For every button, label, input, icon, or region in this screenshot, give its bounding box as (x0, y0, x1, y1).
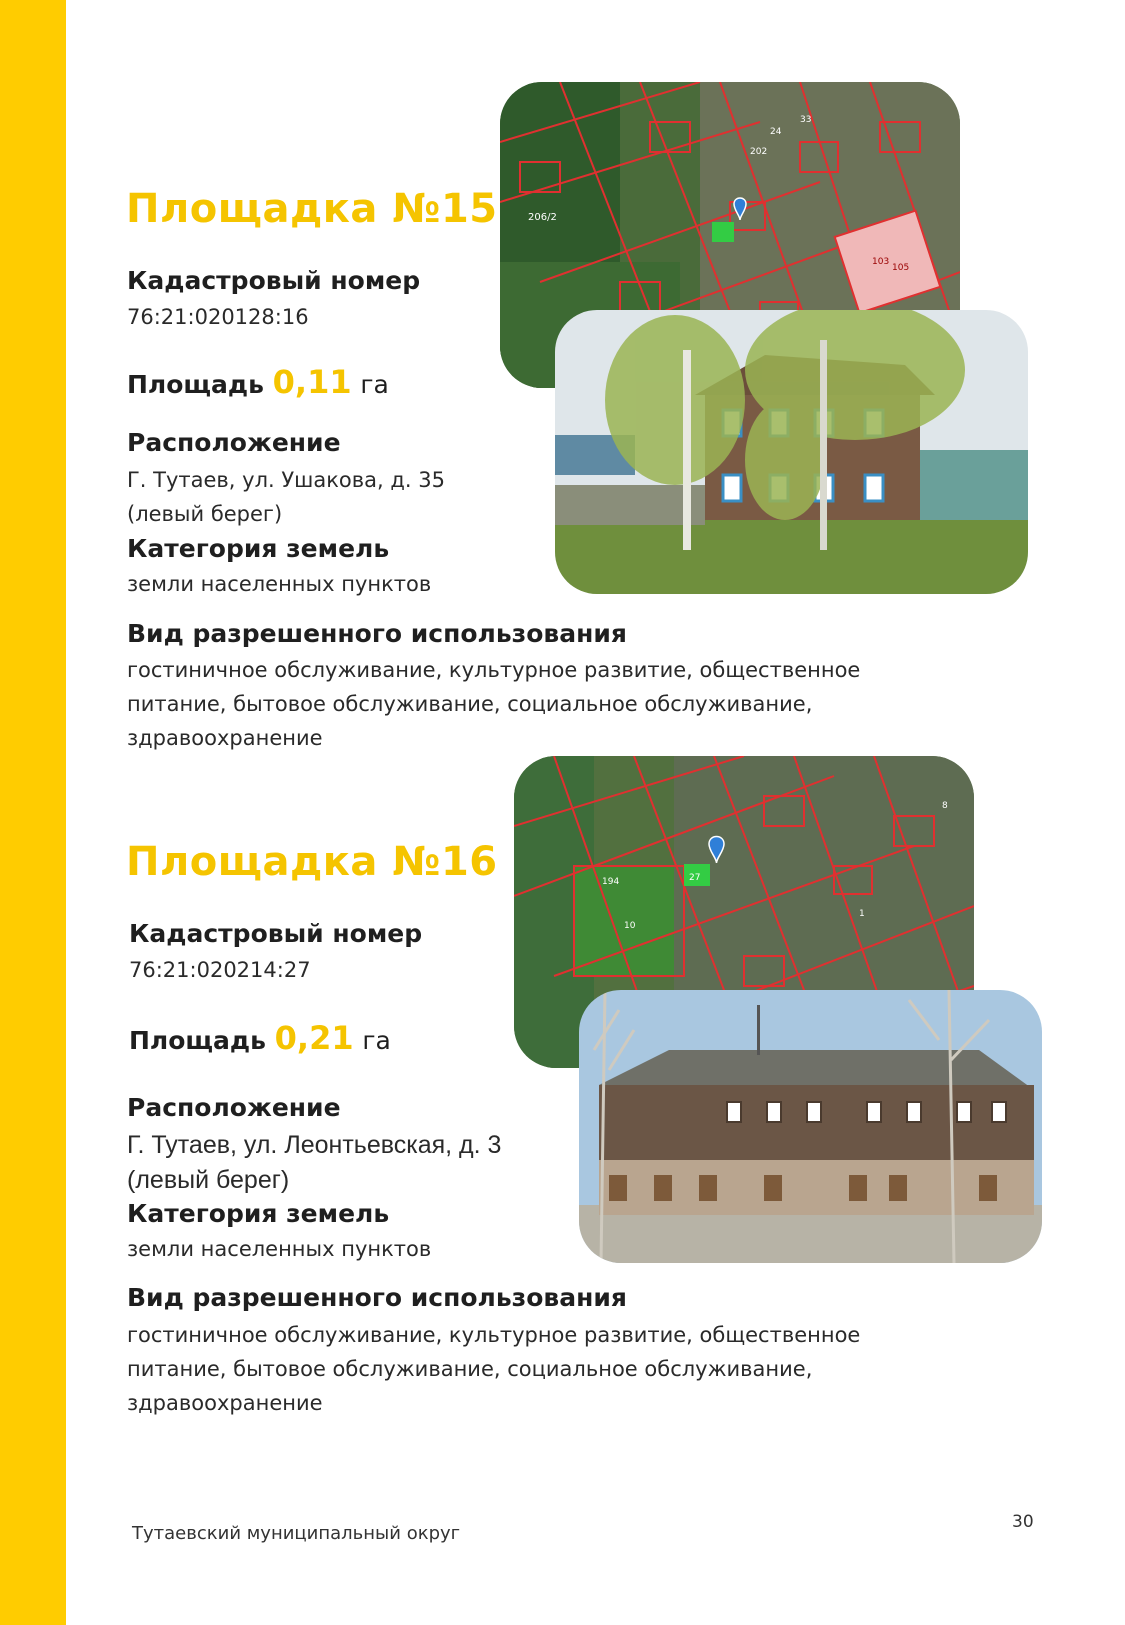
site-16-map-label-8: 8 (942, 801, 948, 811)
site-15-cadastral-label: Кадастровый номер (127, 266, 421, 295)
site-15-title: Площадка №15 (126, 186, 498, 232)
site-15-map-label-105: 105 (892, 263, 910, 273)
site-16-area-label: Площадь (129, 1026, 266, 1055)
site-16-usage-line3: здравоохранение (127, 1391, 323, 1415)
site-15-usage-label: Вид разрешенного использования (127, 619, 627, 648)
site-15-map-label-202: 202 (750, 147, 768, 157)
site-15-area (127, 363, 389, 401)
site-15-cadastral-number: 76:21:020128:16 (127, 305, 309, 329)
site-15-usage-line3: здравоохранение (127, 726, 323, 750)
site-16-map-label-1: 1 (859, 909, 865, 919)
site-16-map-label-194: 194 (602, 877, 620, 887)
site-15-map-label-206: 206/2 (528, 212, 557, 223)
site-16-map-label-27: 27 (689, 873, 701, 883)
site-15-location-line2: (левый берег) (127, 502, 283, 526)
site-15-area-label: Площадь (127, 370, 264, 399)
site-15-building-photo (555, 310, 1028, 594)
site-16-category-value: земли населенных пунктов (127, 1237, 432, 1261)
site-16-usage-line1: гостиничное обслуживание, культурное развитие, общественное (127, 1323, 861, 1347)
site-16-area-value: 0,21 (274, 1019, 354, 1057)
site-16-location-line1: Г. Тутаев, ул. Леонтьевская, д. 3 (127, 1131, 502, 1159)
site-15-usage-line1: гостиничное обслуживание, культурное развитие, общественное (127, 658, 861, 682)
site-16-map-label-10: 10 (624, 921, 636, 931)
site-16-location-label: Расположение (127, 1093, 341, 1122)
side-accent-bar (0, 0, 66, 1625)
site-16-cadastral-number: 76:21:020214:27 (129, 958, 311, 982)
site-16-location-line2: (левый берег) (127, 1166, 290, 1194)
site-15-map-label-24: 24 (770, 127, 782, 137)
site-16-title: Площадка №16 (126, 839, 498, 885)
site-15-area-value: 0,11 (272, 363, 352, 401)
footer-organization: Тутаевский муниципальный округ (132, 1523, 461, 1544)
site-15-map-label-103: 103 (872, 257, 890, 267)
site-15-location-label: Расположение (127, 428, 341, 457)
site-15-location-line1: Г. Тутаев, ул. Ушакова, д. 35 (127, 468, 445, 492)
site-16-building-photo (579, 990, 1042, 1263)
site-15-category-label: Категория земель (127, 534, 390, 563)
site-16-cadastral-label: Кадастровый номер (129, 919, 423, 948)
site-16-area-unit: га (362, 1026, 391, 1055)
site-16-category-label: Категория земель (127, 1199, 390, 1228)
site-15-category-value: земли населенных пунктов (127, 572, 432, 596)
site-15-map-label-33: 33 (800, 115, 812, 125)
site-16-usage-label: Вид разрешенного использования (127, 1283, 627, 1312)
site-16-usage-line2: питание, бытовое обслуживание, социальное обслуживание, (127, 1357, 813, 1381)
site-16-area (129, 1019, 391, 1057)
site-15-area-unit: га (360, 370, 389, 399)
site-15-usage-line2: питание, бытовое обслуживание, социальное обслуживание, (127, 692, 813, 716)
page-number: 30 (1012, 1512, 1034, 1532)
